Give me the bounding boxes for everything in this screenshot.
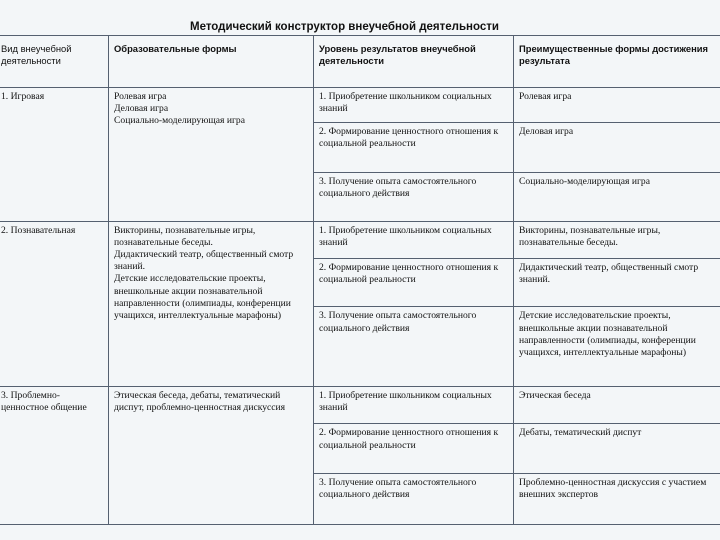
header-row — [0, 36, 720, 88]
result-cell: Социально-моделирующая игра — [514, 172, 720, 221]
constructor-table — [0, 35, 720, 525]
level-cell: 2. Формирование ценностного отношения к социальной реальности — [314, 123, 514, 173]
level-cell: 3. Получение опыта самостоятельного социального действия — [314, 307, 514, 387]
table-row — [0, 221, 720, 258]
document-title: Методический конструктор внеучебной деятельности — [190, 21, 499, 33]
header-level: Уровень результатов внеучебной деятельности — [314, 36, 514, 88]
form-item: Ролевая игра — [114, 91, 167, 102]
result-cell: Деловая игра — [514, 123, 720, 173]
level-cell: 1. Приобретение школьником социальных знаний — [314, 221, 514, 258]
form-item: Викторины, познавательные игры, познавательные беседы. — [114, 224, 256, 248]
result-cell: Дидактический театр, общественный смотр знаний. — [514, 258, 720, 307]
form-item: Этическая беседа, дебаты, тематический диспут, проблемно-ценностная дискуссия — [114, 390, 286, 414]
level-cell: 3. Получение опыта самостоятельного социального действия — [314, 172, 514, 221]
result-cell: Детские исследовательские проекты, внешкольные акции познавательной направленности (олимпиады, конференции учащихся, интеллектуальные марафоны) — [514, 307, 720, 387]
activity-kind-cell: 3. Проблемно-ценностное общение — [0, 387, 109, 525]
form-item: Социально-моделирующая игра — [114, 115, 245, 127]
activity-kind-cell: 1. Игровая — [0, 88, 109, 222]
result-cell: Викторины, познавательные игры, познавательные беседы. — [514, 221, 720, 258]
form-item: Дидактический театр, общественный смотр знаний. — [114, 248, 294, 273]
level-cell: 1. Приобретение школьником социальных знаний — [314, 88, 514, 123]
table-row — [0, 387, 720, 424]
header-result-forms: Преимущественные формы достижения результата — [514, 36, 720, 88]
table-row — [0, 88, 720, 123]
header-forms: Образовательные формы — [109, 36, 314, 88]
activity-kind-cell: 2. Познавательная — [0, 221, 109, 387]
forms-cell — [109, 221, 314, 387]
result-cell: Проблемно-ценностная дискуссия с участием внешних экспертов — [514, 474, 720, 525]
result-cell: Ролевая игра — [514, 88, 720, 123]
result-cell: Этическая беседа — [514, 387, 720, 424]
forms-cell — [109, 387, 314, 525]
form-item: Деловая игра — [114, 103, 169, 115]
level-cell: 2. Формирование ценностного отношения к социальной реальности — [314, 424, 514, 474]
header-kind: Вид внеучебной деятельности — [0, 36, 109, 88]
form-item: Детские исследовательские проекты, внешкольные акции познавательной направленности (олимпиады, конференции учащихся, интеллектуальные марафоны) — [114, 273, 291, 321]
forms-cell — [109, 88, 314, 222]
level-cell: 2. Формирование ценностного отношения к социальной реальности — [314, 258, 514, 307]
level-cell: 1. Приобретение школьником социальных знаний — [314, 387, 514, 424]
level-cell: 3. Получение опыта самостоятельного социального действия — [314, 474, 514, 525]
result-cell: Дебаты, тематический диспут — [514, 424, 720, 474]
